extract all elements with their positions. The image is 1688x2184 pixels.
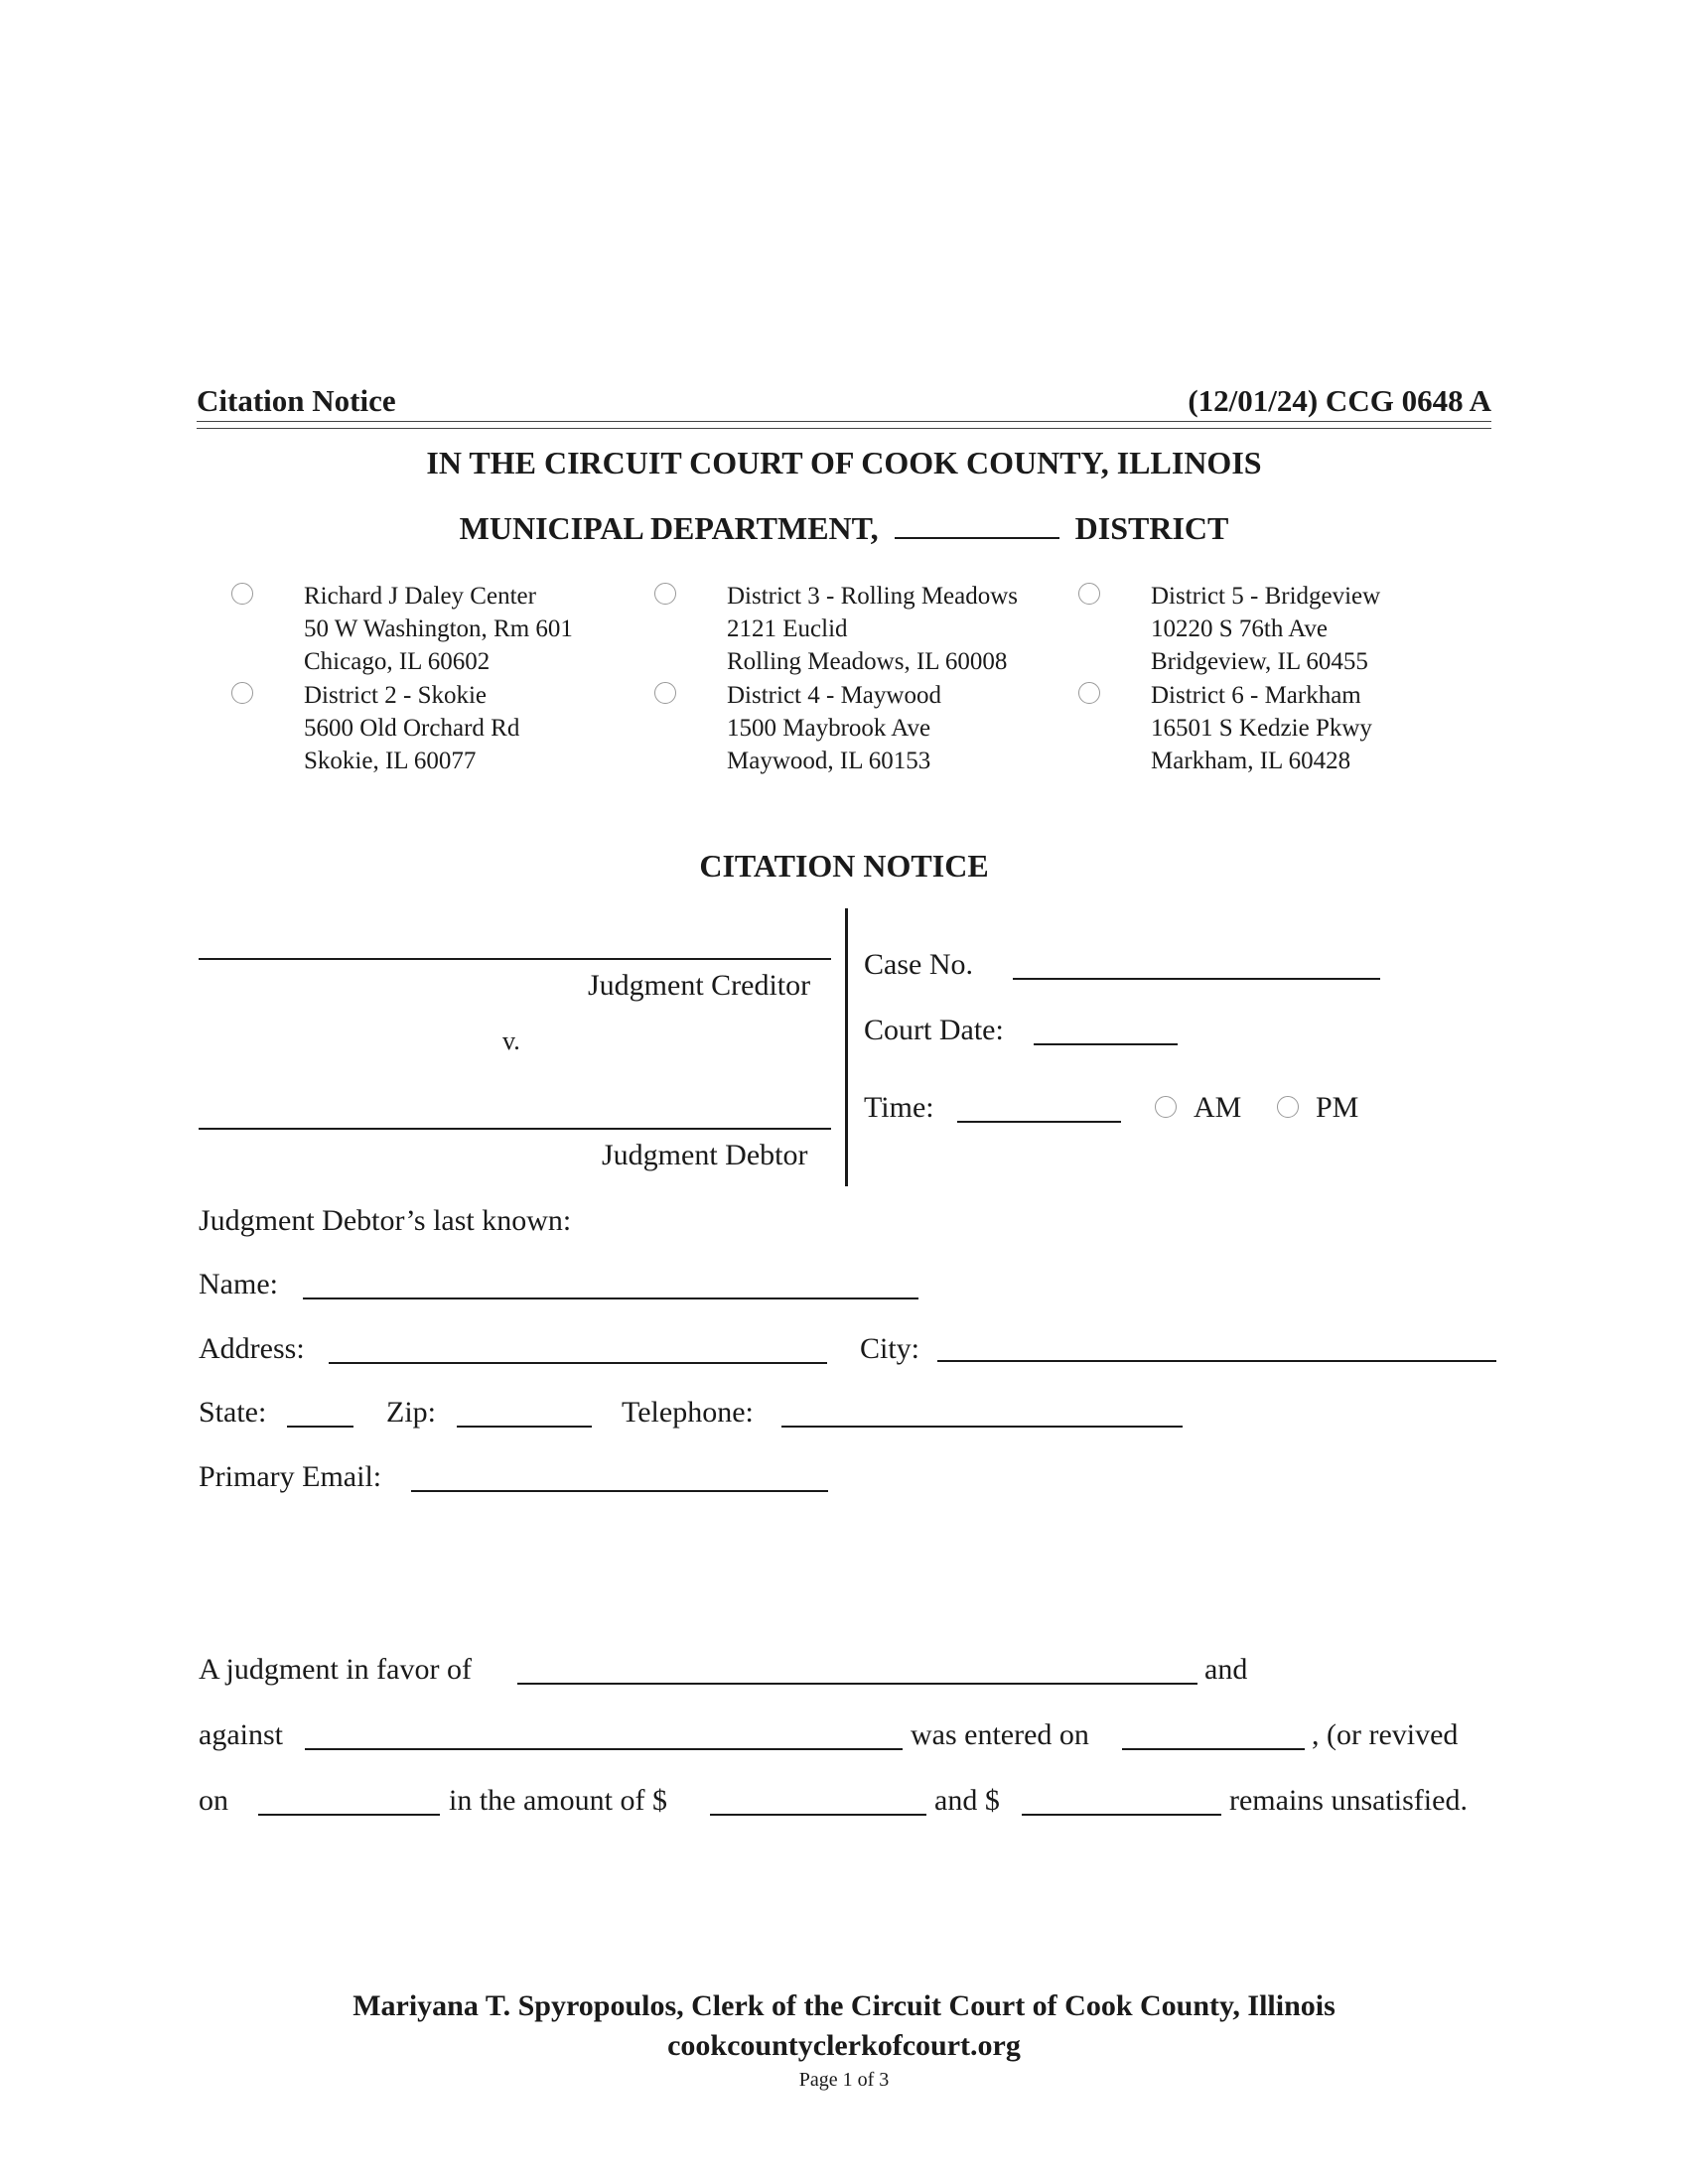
court-date-field[interactable] [1034, 1043, 1178, 1045]
debtor-city-field[interactable] [937, 1360, 1496, 1362]
district-number-field[interactable] [895, 536, 1059, 539]
form-code: (12/01/24) CCG 0648 A [1188, 383, 1491, 418]
district-street: 2121 Euclid [727, 615, 848, 642]
debtor-state-field[interactable] [287, 1426, 353, 1428]
in-favor-of-field[interactable] [517, 1683, 1197, 1685]
judgment-debtor-field[interactable] [199, 1128, 831, 1130]
district-name: District 4 - Maywood [727, 682, 941, 709]
radio-district-4[interactable] [654, 682, 676, 704]
district-city: Maywood, IL 60153 [727, 748, 931, 774]
pm-radio[interactable] [1277, 1096, 1299, 1118]
am-radio[interactable] [1155, 1096, 1177, 1118]
district-option-2 [304, 679, 519, 777]
on-text: on [199, 1784, 228, 1817]
district-street: 1500 Maybrook Ave [727, 715, 931, 742]
department-line [0, 510, 1688, 547]
district-option-daley [304, 580, 573, 678]
district-city: Bridgeview, IL 60455 [1151, 648, 1368, 675]
district-street: 5600 Old Orchard Rd [304, 715, 520, 742]
judgment-amount-field[interactable] [710, 1814, 926, 1816]
case-number-label: Case No. [864, 948, 973, 981]
district-option-4 [727, 679, 941, 777]
debtor-telephone-field[interactable] [781, 1426, 1183, 1428]
pm-label: PM [1316, 1091, 1359, 1124]
court-date-label: Court Date: [864, 1014, 1004, 1046]
against-text: against [199, 1718, 283, 1751]
and-text: and [1204, 1653, 1248, 1686]
versus-label: v. [502, 1026, 520, 1055]
debtor-name-field[interactable] [303, 1297, 918, 1299]
unsatisfied-amount-field[interactable] [1022, 1814, 1221, 1816]
district-city: Markham, IL 60428 [1151, 748, 1351, 774]
district-street: 10220 S 76th Ave [1151, 615, 1329, 642]
entered-on-date-field[interactable] [1122, 1748, 1305, 1750]
telephone-label: Telephone: [622, 1396, 754, 1429]
debtor-info-heading: Judgment Debtor’s last known: [199, 1204, 572, 1237]
revived-date-field[interactable] [258, 1814, 440, 1816]
against-field[interactable] [305, 1748, 903, 1750]
city-label: City: [860, 1332, 920, 1365]
time-label: Time: [864, 1091, 934, 1124]
district-name: District 6 - Markham [1151, 682, 1361, 709]
name-label: Name: [199, 1268, 278, 1300]
district-street: 16501 S Kedzie Pkwy [1151, 715, 1372, 742]
am-label: AM [1194, 1091, 1242, 1124]
court-name: IN THE CIRCUIT COURT OF COOK COUNTY, ILLINOIS [426, 445, 1262, 480]
district-city: Chicago, IL 60602 [304, 648, 491, 675]
form-header-title: Citation Notice [197, 383, 396, 418]
case-number-field[interactable] [1013, 978, 1380, 980]
district-option-6 [1151, 679, 1372, 777]
radio-district-3[interactable] [654, 583, 676, 605]
in-favor-of-text: A judgment in favor of [199, 1653, 472, 1686]
footer-website[interactable]: cookcountyclerkofcourt.org [667, 2029, 1021, 2062]
radio-district-5[interactable] [1078, 583, 1100, 605]
footer-clerk: Mariyana T. Spyropoulos, Clerk of the Circuit Court of Cook County, Illinois [352, 1989, 1336, 2022]
header-rule-bottom [197, 428, 1491, 429]
department-label: MUNICIPAL DEPARTMENT, [459, 510, 879, 546]
district-city: Skokie, IL 60077 [304, 748, 477, 774]
district-name: District 3 - Rolling Meadows [727, 583, 1019, 610]
or-revived-text: , (or revived [1312, 1718, 1459, 1751]
judgment-debtor-label: Judgment Debtor [602, 1139, 808, 1171]
address-label: Address: [199, 1332, 305, 1365]
radio-district-6[interactable] [1078, 682, 1100, 704]
district-option-3 [727, 580, 1018, 678]
district-name: District 5 - Bridgeview [1151, 583, 1381, 610]
district-city: Rolling Meadows, IL 60008 [727, 648, 1008, 675]
remains-unsatisfied-text: remains unsatisfied. [1229, 1784, 1468, 1817]
time-field[interactable] [957, 1121, 1121, 1123]
district-name: Richard J Daley Center [304, 583, 536, 610]
header-rule-top [197, 421, 1491, 422]
district-name: District 2 - Skokie [304, 682, 488, 709]
page-number: Page 1 of 3 [798, 2069, 890, 2091]
in-amount-of-text: in the amount of $ [449, 1784, 667, 1817]
was-entered-on-text: was entered on [911, 1718, 1089, 1751]
radio-district-2[interactable] [231, 682, 253, 704]
debtor-email-field[interactable] [411, 1490, 828, 1492]
debtor-zip-field[interactable] [457, 1426, 592, 1428]
email-label: Primary Email: [199, 1460, 382, 1493]
state-label: State: [199, 1396, 267, 1429]
radio-daley-center[interactable] [231, 583, 253, 605]
district-street: 50 W Washington, Rm 601 [304, 615, 573, 642]
district-option-5 [1151, 580, 1380, 678]
judgment-creditor-field[interactable] [199, 958, 831, 960]
district-label: DISTRICT [1074, 510, 1229, 546]
and-dollar-text: and $ [934, 1784, 1000, 1817]
zip-label: Zip: [386, 1396, 436, 1429]
judgment-creditor-label: Judgment Creditor [588, 969, 811, 1002]
debtor-address-field[interactable] [329, 1362, 827, 1364]
notice-title: CITATION NOTICE [699, 848, 989, 884]
caption-divider [845, 908, 848, 1186]
